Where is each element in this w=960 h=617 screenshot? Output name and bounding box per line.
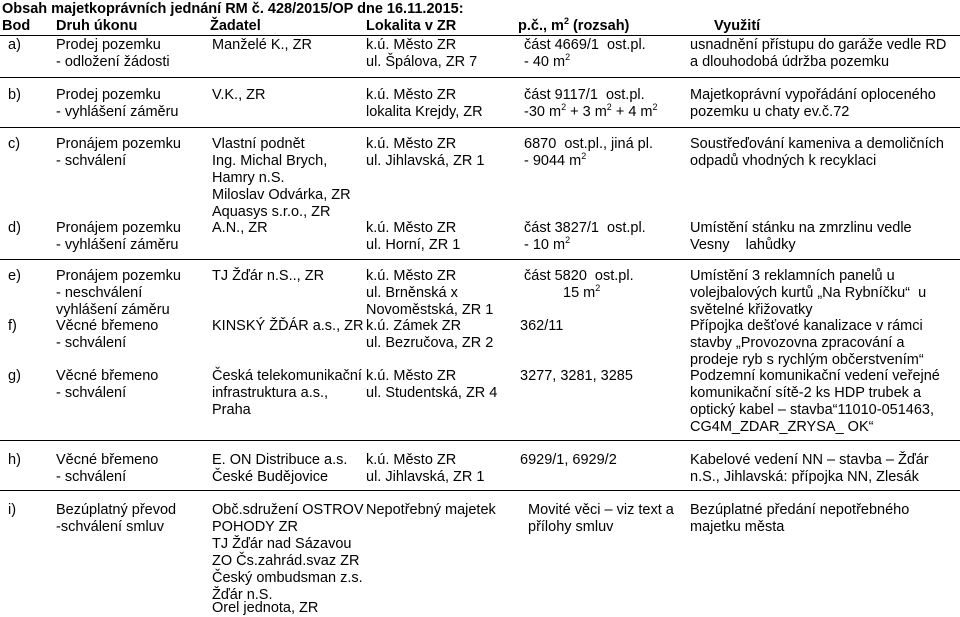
row-pc: část 5820 ost.pl. <box>524 268 634 284</box>
row-vyuziti: n.S., Jihlavská: přípojka NN, Zlesák <box>690 469 919 485</box>
row-zadatel: Praha <box>212 402 251 418</box>
row-lokalita: ul. Špálova, ZR 7 <box>366 54 478 70</box>
row-zadatel: ZO Čs.zahrád.svaz ZR <box>212 553 360 569</box>
row-lokalita: k.ú. Město ZR <box>366 37 457 53</box>
header-vyuziti: Využití <box>714 18 761 34</box>
row-lokalita: k.ú. Zámek ZR <box>366 318 462 334</box>
row-lokalita: k.ú. Město ZR <box>366 268 457 284</box>
row-druh: Pronájem pozemku <box>56 220 181 236</box>
header-bod: Bod <box>2 18 31 34</box>
row-zadatel: TJ Žďár n.S.., ZR <box>212 268 325 284</box>
row-druh: - schválení <box>56 153 127 169</box>
header-druh: Druh úkonu <box>56 18 138 34</box>
row-lokalita: ul. Jihlavská, ZR 1 <box>366 153 485 169</box>
row-pc-area: - 40 $m^2$ <box>524 52 571 70</box>
row-druh: Věcné břemeno <box>56 452 159 468</box>
row-druh: - schválení <box>56 385 127 401</box>
row-zadatel: Hamry n.S. <box>212 170 285 186</box>
row-lokalita: ul. Studentská, ZR 4 <box>366 385 498 401</box>
row-pc-area: - 9044 $m^2$ <box>524 151 587 169</box>
row-pc-area: 15 $m^2$ <box>563 283 601 301</box>
row-lokalita: k.ú. Město ZR <box>366 87 457 103</box>
row-vyuziti: Majetkoprávní vypořádání oploceného <box>690 87 936 103</box>
row-divider <box>0 77 960 78</box>
row-zadatel: A.N., ZR <box>212 220 268 236</box>
row-druh: Pronájem pozemku <box>56 268 181 284</box>
row-divider <box>0 490 960 491</box>
row-zadatel: Žďár n.S. <box>212 587 273 603</box>
row-bod: c) <box>8 136 21 152</box>
row-divider <box>0 127 960 128</box>
row-druh: - vyhlášení záměru <box>56 104 179 120</box>
row-lokalita: Nepotřebný majetek <box>366 502 496 518</box>
row-vyuziti: Vesny lahůdky <box>690 237 796 253</box>
row-druh: Bezúplatný převod <box>56 502 177 518</box>
row-bod: e) <box>8 268 21 284</box>
row-vyuziti: odpadů vhodných k recyklaci <box>690 153 877 169</box>
row-divider <box>0 440 960 441</box>
row-druh: Pronájem pozemku <box>56 136 181 152</box>
row-bod: d) <box>8 220 21 236</box>
row-lokalita: k.ú. Město ZR <box>366 136 457 152</box>
row-vyuziti: stavby „Provozovna zpracování a <box>690 335 905 351</box>
row-bod: g) <box>8 368 21 384</box>
row-pc: přílohy smluv <box>528 519 614 535</box>
row-druh: - schválení <box>56 335 127 351</box>
row-druh: Věcné břemeno <box>56 318 159 334</box>
row-pc: část 3827/1 ost.pl. <box>524 220 646 236</box>
row-pc: část 4669/1 ost.pl. <box>524 37 646 53</box>
row-divider <box>0 259 960 260</box>
row-lokalita: ul. Horní, ZR 1 <box>366 237 461 253</box>
row-druh: - vyhlášení záměru <box>56 237 179 253</box>
row-vyuziti: a dlouhodobá údržba pozemku <box>690 54 890 70</box>
row-vyuziti: Bezúplatné předání nepotřebného <box>690 502 910 518</box>
row-lokalita: ul. Brněnská x <box>366 285 458 301</box>
header-rule <box>0 35 960 36</box>
row-zadatel: Miloslav Odvárka, ZR <box>212 187 351 203</box>
row-zadatel: Vlastní podnět <box>212 136 305 152</box>
row-zadatel: České Budějovice <box>212 469 329 485</box>
row-lokalita: k.ú. Město ZR <box>366 368 457 384</box>
row-vyuziti: pozemku u chaty ev.č.72 <box>690 104 850 120</box>
row-lokalita: ul. Bezručova, ZR 2 <box>366 335 494 351</box>
row-zadatel: Obč.sdružení OSTROV <box>212 502 364 518</box>
row-pc: 6870 ost.pl., jiná pl. <box>524 136 653 152</box>
row-lokalita: lokalita Krejdy, ZR <box>366 104 483 120</box>
row-druh: -schválení smluv <box>56 519 164 535</box>
row-druh: - schválení <box>56 469 127 485</box>
row-zadatel: TJ Žďár nad Sázavou <box>212 536 352 552</box>
row-vyuziti: Kabelové vedení NN – stavba – Žďár <box>690 452 929 468</box>
row-druh: Prodej pozemku <box>56 87 161 103</box>
row-lokalita: k.ú. Město ZR <box>366 220 457 236</box>
row-pc: část 9117/1 ost.pl. <box>524 87 645 103</box>
row-vyuziti: Soustřeďování kameniva a demoličních <box>690 136 944 152</box>
row-lokalita: ul. Jihlavská, ZR 1 <box>366 469 485 485</box>
row-pc-area: -30 $m^2 + 3$ $m^2 + 4$ $m^2$ <box>524 102 658 120</box>
row-vyuziti: Přípojka dešťové kanalizace v rámci <box>690 318 923 334</box>
row-zadatel: Česká telekomunikační <box>212 368 362 384</box>
row-pc: 362/11 <box>520 318 564 334</box>
row-pc-area: - 10 $m^2$ <box>524 235 571 253</box>
row-vyuziti: majetku města <box>690 519 785 535</box>
row-vyuziti: CG4M_ZDAR_ZRYSA_ OK“ <box>690 419 874 435</box>
row-zadatel: Český ombudsman z.s. <box>212 570 363 586</box>
row-druh: Věcné břemeno <box>56 368 159 384</box>
document-title: Obsah majetkoprávních jednání RM č. 428/2015/OP dne 16.11.2015: <box>2 1 464 17</box>
row-vyuziti: prodeje ryb s rychlým občerstvením“ <box>690 352 924 368</box>
row-lokalita: Novoměstská, ZR 1 <box>366 302 494 318</box>
row-druh: - neschválení <box>56 285 143 301</box>
row-druh: - odložení žádosti <box>56 54 170 70</box>
row-pc: 6929/1, 6929/2 <box>520 452 617 468</box>
row-vyuziti: volejbalových kurtů „Na Rybníčku“ u <box>690 285 927 301</box>
row-bod: b) <box>8 87 21 103</box>
row-vyuziti: komunikační sítě-2 ks HDP trubek a <box>690 385 922 401</box>
row-vyuziti: Umístění 3 reklamních panelů u <box>690 268 895 284</box>
row-lokalita: k.ú. Město ZR <box>366 452 457 468</box>
row-vyuziti: Umístění stánku na zmrzlinu vedle <box>690 220 912 236</box>
row-vyuziti: Podzemní komunikační vedení veřejné <box>690 368 940 384</box>
row-druh: vyhlášení záměru <box>56 302 170 318</box>
row-bod: h) <box>8 452 21 468</box>
row-pc: 3277, 3281, 3285 <box>520 368 633 384</box>
header-pc: p.č., $m^2$ (rozsah) <box>518 16 630 34</box>
header-lokalita: Lokalita v ZR <box>366 18 457 34</box>
row-bod: f) <box>8 318 17 334</box>
row-zadatel: Aquasys s.r.o., ZR <box>212 204 331 220</box>
row-druh: Prodej pozemku <box>56 37 161 53</box>
row-zadatel: V.K., ZR <box>212 87 266 103</box>
row-bod: i) <box>8 502 17 518</box>
row-vyuziti: usnadnění přístupu do garáže vedle RD <box>690 37 947 53</box>
row-pc: Movité věci – viz text a <box>528 502 674 518</box>
row-zadatel: E. ON Distribuce a.s. <box>212 452 348 468</box>
row-vyuziti: světelné křižovatky <box>690 302 813 318</box>
row-bod: a) <box>8 37 21 53</box>
row-zadatel: POHODY ZR <box>212 519 298 535</box>
row-zadatel: Manželé K., ZR <box>212 37 312 53</box>
header-zadatel: Žadatel <box>210 18 261 34</box>
row-zadatel: KINSKÝ ŽĎÁR a.s., ZR <box>212 318 364 334</box>
row-zadatel: infrastruktura a.s., <box>212 385 329 401</box>
row-vyuziti: optický kabel – stavba“11010-051463, <box>690 402 934 418</box>
row-zadatel: Ing. Michal Brych, <box>212 153 328 169</box>
row-zadatel: Orel jednota, ZR <box>212 600 319 616</box>
